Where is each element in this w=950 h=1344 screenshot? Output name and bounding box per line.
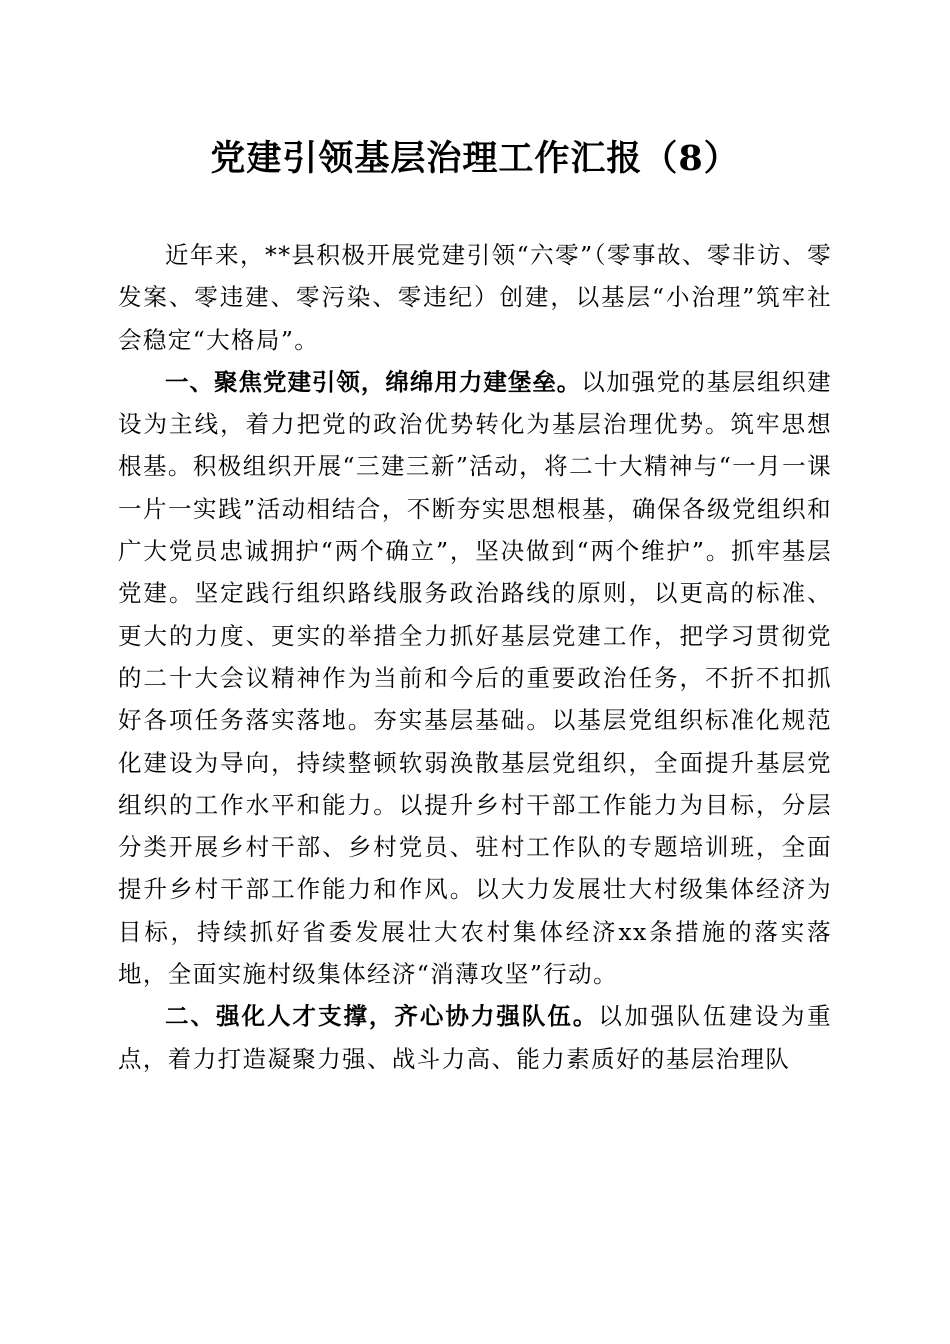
paragraph-text: 近年来，**县积极开展党建引领“六零”（零事故、零非访、零发案、零违建、零污染、零违纪）创建，以基层“小治理”筑牢社会稳定“大格局”。 [118, 241, 832, 354]
paragraph-text: 以加强队伍建设为重点，着力打造凝聚力强、战斗力高、能力素质好的基层治理队 [118, 1002, 832, 1073]
section-2-heading: 二、强化人才支撑，齐心协力强队伍。 [165, 1002, 599, 1031]
intro-paragraph [118, 234, 832, 361]
document-body [118, 234, 832, 1080]
document-title: 党建引领基层治理工作汇报（8） [210, 138, 740, 179]
section-2-paragraph [118, 995, 832, 1080]
section-1-paragraph [118, 361, 832, 995]
paragraph-text: 以加强党的基层组织建设为主线，着力把党的政治优势转化为基层治理优势。筑牢思想根基。积极组织开展“三建三新”活动，将二十大精神与“一月一课一片一实践”活动相结合，不断夯实思想根基，确保各级党组织和广大党员忠诚拥护“两个确立”，坚决做到“两个维护”。抓牢基层党建。坚定践行组织路线服务政治路线的原则，以更高的标准、更大的力度、更实的举措全力抓好基层党建工作，把学习贯彻党的二十大会议精神作为当前和今后的重要政治任务，不折不扣抓好各项任务落实落地。夯实基层基础。以基层党组织标准化规范化建设为导向，持续整顿软弱涣散基层党组织，全面提升基层党组织的工作水平和能力。以提升乡村干部工作能力为目标，分层分类开展乡村干部、乡村党员、驻村工作队的专题培训班，全面提升乡村干部工作能力和作风。以大力发展壮大村级集体经济为目标，持续抓好省委发展壮大农村集体经济xx条措施的落实落地，全面实施村级集体经济“消薄攻坚”行动。 [118, 367, 832, 989]
section-1-heading: 一、聚焦党建引领，绵绵用力建堡垒。 [165, 367, 582, 396]
